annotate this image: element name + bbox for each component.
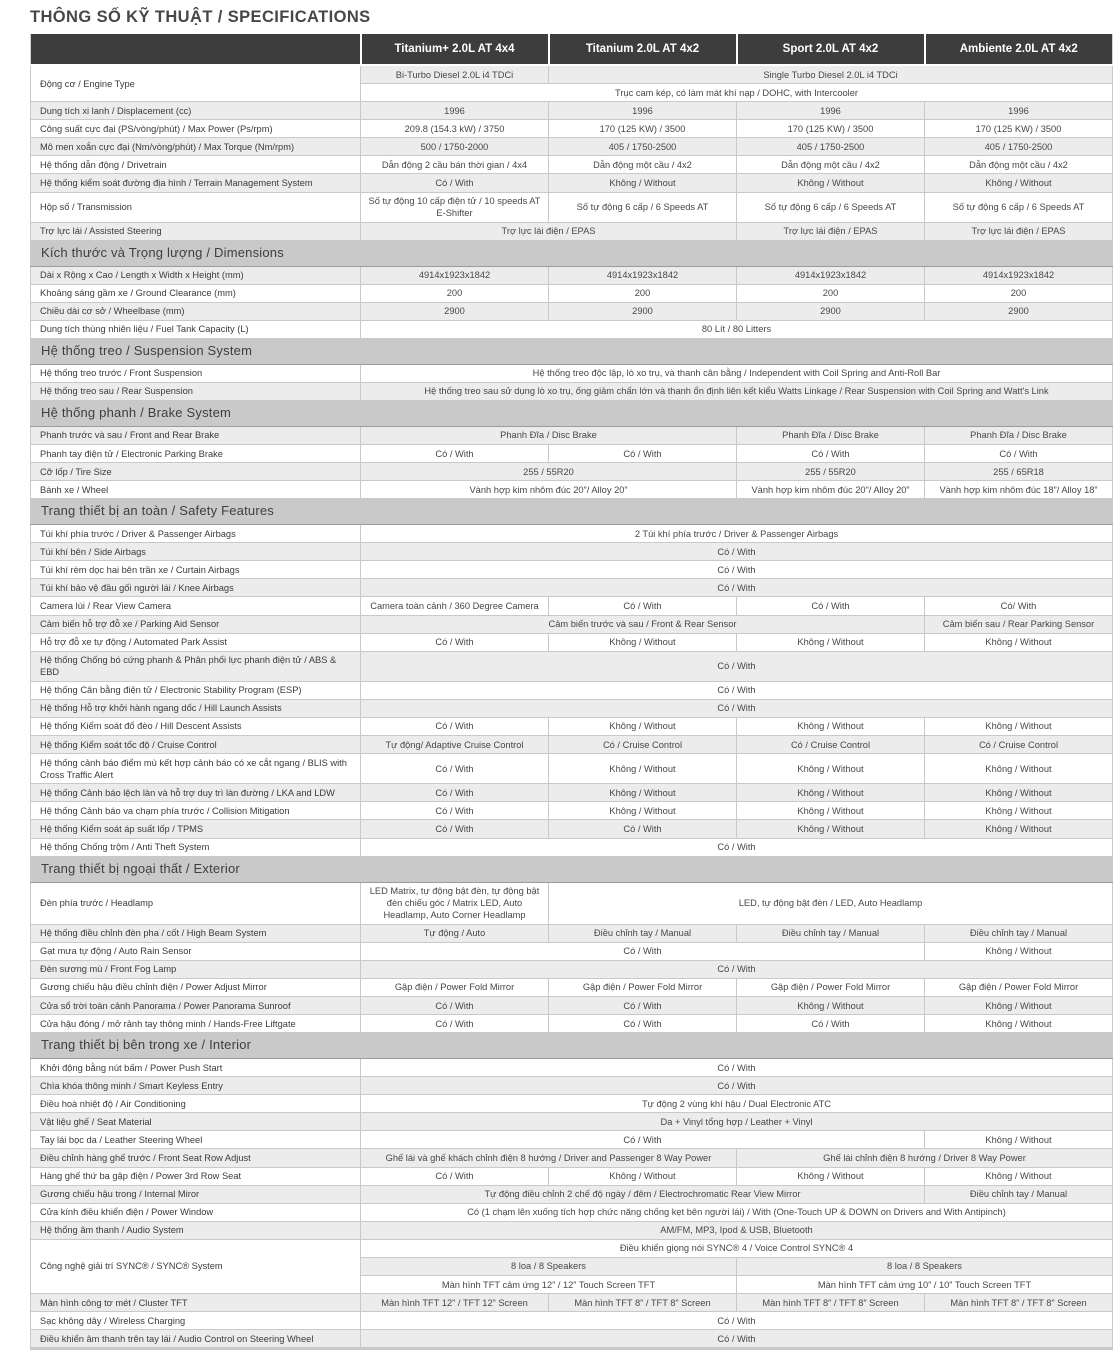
spec-row [31,924,1113,942]
spec-value: Có / With [361,838,1113,856]
spec-value: Không / Without [925,717,1113,735]
spec-label: Vật liệu ghế / Seat Material [31,1113,361,1131]
spec-value: Single Turbo Diesel 2.0L i4 TDCi [549,65,1113,84]
spec-label: Phanh trước và sau / Front and Rear Brake [31,426,361,444]
spec-label: Dung tích thùng nhiên liệu / Fuel Tank Capacity (L) [31,320,361,338]
spec-label: Hệ thống kiểm soát đường địa hình / Terrain Management System [31,174,361,192]
spec-row [31,156,1113,174]
spec-label: Màn hình công tơ mét / Cluster TFT [31,1294,361,1312]
spec-value: Màn hình TFT 8” / TFT 8” Screen [549,1294,737,1312]
spec-value: Có / With [361,1015,549,1033]
spec-row [31,120,1113,138]
spec-label: Hỗ trợ đỗ xe tự động / Automated Park Assist [31,633,361,651]
spec-label: Công suất cực đại (PS/vòng/phút) / Max Power (Ps/rpm) [31,120,361,138]
spec-value: Màn hình TFT cảm ứng 10” / 10” Touch Screen TFT [737,1276,1113,1294]
spec-value: Không / Without [737,633,925,651]
spec-label: Gương chiếu hậu trong / Internal Miror [31,1185,361,1203]
spec-value: 200 [737,284,925,302]
section-title: Trang thiết bị an toàn / Safety Features [31,499,1113,525]
spec-value: 500 / 1750-2000 [361,138,549,156]
spec-value: Có / Cruise Control [549,736,737,754]
spec-row [31,978,1113,996]
spec-value: Không / Without [737,1167,925,1185]
spec-value: Không / Without [925,1131,1113,1149]
spec-row [31,102,1113,120]
page-title: THÔNG SỐ KỸ THUẬT / SPECIFICATIONS [30,8,371,26]
spec-value: Dẫn động một cầu / 4x2 [737,156,925,174]
spec-row [31,1059,1113,1077]
spec-label: Hệ thống dẫn động / Drivetrain [31,156,361,174]
spec-value: Cảm biến sau / Rear Parking Sensor [925,615,1113,633]
spec-row [31,481,1113,499]
spec-value: Màn hình TFT 12” / TFT 12” Screen [361,1294,549,1312]
section-row [31,338,1113,364]
column-header: Titanium+ 2.0L AT 4x4 [361,34,549,65]
spec-label: Cửa hậu đóng / mở rảnh tay thông minh / Hands-Free Liftgate [31,1015,361,1033]
spec-row [31,463,1113,481]
spec-value: Dẫn động 2 cầu bán thời gian / 4x4 [361,156,549,174]
spec-value: 170 (125 KW) / 3500 [549,120,737,138]
spec-label: Tay lái bọc da / Leather Steering Wheel [31,1131,361,1149]
spec-label: Cửa sổ trời toàn cảnh Panorama / Power Panorama Sunroof [31,997,361,1015]
spec-row [31,320,1113,338]
spec-value: 200 [361,284,549,302]
spec-row [31,802,1113,820]
column-header-row [31,34,1113,65]
spec-value: Có / With [361,699,1113,717]
spec-row [31,838,1113,856]
spec-label: Hệ thống cảnh báo điểm mù kết hợp cảnh báo có xe cắt ngang / BLIS with Cross Traffic Alert [31,754,361,784]
spec-value: Không / Without [737,802,925,820]
spec-value: Không / Without [925,802,1113,820]
spec-value: Gập điện / Power Fold Mirror [925,978,1113,996]
spec-value: Không / Without [737,784,925,802]
spec-value: Số tự động 6 cấp / 6 Speeds AT [737,192,925,222]
spec-value: AM/FM, MP3, Ipod & USB, Bluetooth [361,1221,1113,1239]
spec-value: Có / With [737,1015,925,1033]
spec-value: Có / With [549,597,737,615]
spec-value: Hệ thống treo độc lập, lò xo trụ, và thanh cân bằng / Independent with Coil Spring and Anti-Roll Bar [361,364,1113,382]
spec-label: Khởi động bằng nút bấm / Power Push Start [31,1059,361,1077]
spec-label: Gương chiếu hậu điều chỉnh điện / Power Adjust Mirror [31,978,361,996]
spec-value: Có / With [361,681,1113,699]
spec-label: Hệ thống Cân bằng điện tử / Electronic Stability Program (ESP) [31,681,361,699]
spec-value: 1996 [549,102,737,120]
spec-value: Không / Without [925,1015,1113,1033]
spec-label: Cảm biến hỗ trợ đỗ xe / Parking Aid Sensor [31,615,361,633]
spec-label: Điều hoà nhiệt độ / Air Conditioning [31,1095,361,1113]
spec-value: Gập điện / Power Fold Mirror [549,978,737,996]
spec-label: Hệ thống Kiểm soát áp suất lốp / TPMS [31,820,361,838]
section-row [31,401,1113,427]
spec-label: Động cơ / Engine Type [31,65,361,102]
spec-row [31,138,1113,156]
spec-row [31,525,1113,543]
spec-row [31,960,1113,978]
spec-value: Phanh Đĩa / Disc Brake [737,426,925,444]
spec-label: Chiều dài cơ sở / Wheelbase (mm) [31,302,361,320]
spec-value: Da + Vinyl tổng hợp / Leather + Vinyl [361,1113,1113,1131]
spec-value: 255 / 55R20 [361,463,737,481]
spec-value: Không / Without [925,820,1113,838]
spec-value: Có / With [361,1167,549,1185]
section-title: Kích thước và Trọng lượng / Dimensions [31,240,1113,266]
spec-value: 8 loa / 8 Speakers [737,1257,1113,1275]
spec-label: Gạt mưa tự động / Auto Rain Sensor [31,942,361,960]
spec-value: 170 (125 KW) / 3500 [737,120,925,138]
spec-value: Có / Cruise Control [737,736,925,754]
spec-label: Hệ thống Kiểm soát đổ đèo / Hill Descent Assists [31,717,361,735]
spec-value: Không / Without [549,174,737,192]
spec-value: Có / With [361,802,549,820]
spec-label: Hệ thống Chống trộm / Anti Theft System [31,838,361,856]
spec-value: 1996 [925,102,1113,120]
spec-value: 2900 [549,302,737,320]
spec-row [31,754,1113,784]
section-row [31,240,1113,266]
spec-value: Có / With [361,1077,1113,1095]
spec-value: Điều chỉnh tay / Manual [925,1185,1113,1203]
spec-value: Bi-Turbo Diesel 2.0L i4 TDCi [361,65,549,84]
spec-value: 4914x1923x1842 [737,266,925,284]
spec-row [31,681,1113,699]
spec-value: Không / Without [737,754,925,784]
spec-value: Trợ lực lái điện / EPAS [361,222,737,240]
spec-row [31,382,1113,400]
spec-row [31,579,1113,597]
spec-value: Không / Without [925,784,1113,802]
spec-value: 200 [549,284,737,302]
spec-label: Hàng ghế thứ ba gập điện / Power 3rd Row Seat [31,1167,361,1185]
spec-label: Trợ lực lái / Assisted Steering [31,222,361,240]
spec-value: 170 (125 KW) / 3500 [925,120,1113,138]
spec-label: Phanh tay điện tử / Electronic Parking Brake [31,445,361,463]
spec-value: Có / With [361,754,549,784]
spec-value: Vành hợp kim nhôm đúc 20”/ Alloy 20” [737,481,925,499]
spec-label: Mô men xoắn cực đại (Nm/vòng/phút) / Max Torque (Nm/rpm) [31,138,361,156]
spec-value: Có / With [361,717,549,735]
spec-value: Có (1 chạm lên xuống tích hợp chức năng chống kẹt bên người lái) / With (One-Touch UP & DOWN on Drivers and With Antipinch) [361,1203,1113,1221]
spec-label: Túi khí bảo vệ đầu gối người lái / Knee Airbags [31,579,361,597]
spec-row [31,997,1113,1015]
spec-value: Không / Without [737,717,925,735]
spec-value: Có / With [549,820,737,838]
spec-value: Có / With [737,597,925,615]
spec-row [31,651,1113,681]
column-header-empty [31,34,361,65]
spec-value: 209.8 (154.3 kW) / 3750 [361,120,549,138]
spec-value: Có / With [549,1015,737,1033]
spec-value: Không / Without [549,717,737,735]
spec-value: Không / Without [925,942,1113,960]
spec-value: Có / With [361,561,1113,579]
spec-value: 405 / 1750-2500 [737,138,925,156]
spec-row [31,942,1113,960]
spec-value: 4914x1923x1842 [925,266,1113,284]
spec-label: Hệ thống điều chỉnh đèn pha / cốt / High Beam System [31,924,361,942]
spec-value: Ghế lái chỉnh điện 8 hướng / Driver 8 Way Power [737,1149,1113,1167]
column-header: Ambiente 2.0L AT 4x2 [925,34,1113,65]
spec-value: Trợ lực lái điện / EPAS [925,222,1113,240]
spec-value: Điều chỉnh tay / Manual [549,924,737,942]
spec-value: Không / Without [925,997,1113,1015]
spec-value: Có / With [361,174,549,192]
spec-value: Không / Without [925,754,1113,784]
spec-value: Số tự động 6 cấp / 6 Speeds AT [925,192,1113,222]
spec-label: Hệ thống âm thanh / Audio System [31,1221,361,1239]
spec-row [31,543,1113,561]
spec-value: Không / Without [549,784,737,802]
spec-row [31,597,1113,615]
spec-label: Cỡ lốp / Tire Size [31,463,361,481]
spec-value: Có / With [361,579,1113,597]
spec-label: Đèn sương mù / Front Fog Lamp [31,960,361,978]
spec-value: 2900 [737,302,925,320]
spec-row [31,266,1113,284]
spec-row [31,222,1113,240]
spec-row [31,426,1113,444]
spec-row [31,717,1113,735]
spec-row [31,1131,1113,1149]
spec-row [31,445,1113,463]
spec-label: Đèn phía trước / Headlamp [31,882,361,924]
spec-value: Không / Without [737,174,925,192]
spec-value: Vành hợp kim nhôm đúc 18”/ Alloy 18” [925,481,1113,499]
spec-value: LED, tự động bật đèn / LED, Auto Headlamp [549,882,1113,924]
spec-row [31,1095,1113,1113]
spec-value: 255 / 55R20 [737,463,925,481]
spec-value: Không / Without [925,1167,1113,1185]
spec-row [31,1330,1113,1349]
spec-value: Màn hình TFT cảm ứng 12” / 12” Touch Screen TFT [361,1276,737,1294]
spec-label: Sạc không dây / Wireless Charging [31,1312,361,1330]
spec-row [31,1185,1113,1203]
spec-value: Tự động / Auto [361,924,549,942]
spec-label: Hệ thống Cảnh báo va chạm phía trước / Collision Mitigation [31,802,361,820]
spec-value: Số tự động 6 cấp / 6 Speeds AT [549,192,737,222]
spec-value: Có / With [549,445,737,463]
spec-label: Camera lùi / Rear View Camera [31,597,361,615]
spec-value: 200 [925,284,1113,302]
spec-row [31,1312,1113,1330]
section-title: Trang thiết bị ngoại thất / Exterior [31,856,1113,882]
spec-row [31,1167,1113,1185]
spec-value: 1996 [361,102,549,120]
spec-label: Túi khí phía trước / Driver & Passenger Airbags [31,525,361,543]
spec-label: Chìa khóa thông minh / Smart Keyless Entry [31,1077,361,1095]
spec-value: Không / Without [549,754,737,784]
spec-label: Điều khiển âm thanh trên tay lái / Audio Control on Steering Wheel [31,1330,361,1349]
spec-value: Không / Without [549,802,737,820]
spec-value: 80 Lít / 80 Litters [361,320,1113,338]
spec-value: 405 / 1750-2500 [549,138,737,156]
spec-label: Dài x Rộng x Cao / Length x Width x Height (mm) [31,266,361,284]
section-title: Hệ thống treo / Suspension System [31,338,1113,364]
spec-value: 8 loa / 8 Speakers [361,1257,737,1275]
spec-value: 1996 [737,102,925,120]
spec-row [31,633,1113,651]
spec-value: 405 / 1750-2500 [925,138,1113,156]
spec-label: Hệ thống treo sau / Rear Suspension [31,382,361,400]
spec-label: Dung tích xi lanh / Displacement (cc) [31,102,361,120]
spec-row [31,1077,1113,1095]
spec-value: Vành hợp kim nhôm đúc 20”/ Alloy 20” [361,481,737,499]
spec-value: Không / Without [737,820,925,838]
spec-label: Hệ thống Cảnh báo lệch làn và hỗ trợ duy trì làn đường / LKA and LDW [31,784,361,802]
specifications-table [30,34,1113,1350]
spec-row [31,1203,1113,1221]
spec-value: 4914x1923x1842 [361,266,549,284]
spec-value: Có / With [737,445,925,463]
spec-label: Công nghệ giải trí SYNC® / SYNC® System [31,1239,361,1293]
spec-label: Điều chỉnh hàng ghế trước / Front Seat Row Adjust [31,1149,361,1167]
spec-row [31,1149,1113,1167]
spec-value: Trợ lực lái điện / EPAS [737,222,925,240]
spec-row [31,302,1113,320]
spec-label: Bánh xe / Wheel [31,481,361,499]
spec-value: 255 / 65R18 [925,463,1113,481]
spec-value: Dẫn động một cầu / 4x2 [925,156,1113,174]
spec-row [31,364,1113,382]
spec-value: 2900 [925,302,1113,320]
spec-value: Màn hình TFT 8” / TFT 8” Screen [925,1294,1113,1312]
spec-label: Hệ thống Hỗ trợ khởi hành ngang dốc / Hill Launch Assists [31,699,361,717]
spec-value: Có/ With [925,597,1113,615]
spec-value: Có / With [361,997,549,1015]
section-row [31,856,1113,882]
spec-value: Điều chỉnh tay / Manual [737,924,925,942]
spec-value: Có / With [361,1312,1113,1330]
spec-value: Có / With [361,1059,1113,1077]
spec-value: 4914x1923x1842 [549,266,737,284]
section-title: Trang thiết bị bên trong xe / Interior [31,1033,1113,1059]
spec-value: Có / With [925,445,1113,463]
spec-value: Có / With [361,960,1113,978]
spec-value: Gập điện / Power Fold Mirror [361,978,549,996]
spec-value: Không / Without [549,633,737,651]
spec-row [31,284,1113,302]
spec-value: Tự động 2 vùng khí hậu / Dual Electronic ATC [361,1095,1113,1113]
section-title: Hệ thống phanh / Brake System [31,401,1113,427]
spec-row [31,174,1113,192]
spec-row [31,699,1113,717]
spec-value: Cảm biến trước và sau / Front & Rear Sensor [361,615,925,633]
spec-value: Hệ thống treo sau sử dụng lò xo trụ, ống giảm chấn lớn và thanh ổn định liên kết kiểu Watts Linkage / Rear Suspension with Coil Spring and Watt's Link [361,382,1113,400]
spec-value: Dẫn động một cầu / 4x2 [549,156,737,174]
spec-row [31,615,1113,633]
section-row [31,499,1113,525]
spec-row [31,65,1113,84]
column-header: Sport 2.0L AT 4x2 [737,34,925,65]
spec-label: Hộp số / Transmission [31,192,361,222]
spec-value: Màn hình TFT 8” / TFT 8” Screen [737,1294,925,1312]
spec-value: Điều khiển giọng nói SYNC® 4 / Voice Control SYNC® 4 [361,1239,1113,1257]
spec-value: Có / With [361,784,549,802]
spec-label: Hệ thống Chống bó cứng phanh & Phân phối lực phanh điện tử / ABS & EBD [31,651,361,681]
spec-value: LED Matrix, tự động bật đèn, tự động bật đèn chiếu góc / Matrix LED, Auto Headlamp, Auto Corner Headlamp [361,882,549,924]
spec-label: Túi khí rèm dọc hai bên trần xe / Curtain Airbags [31,561,361,579]
column-header: Titanium 2.0L AT 4x2 [549,34,737,65]
spec-row [31,1239,1113,1257]
spec-row [31,784,1113,802]
section-row [31,1033,1113,1059]
spec-label: Hệ thống treo trước / Front Suspension [31,364,361,382]
spec-value: Camera toàn cảnh / 360 Degree Camera [361,597,549,615]
spec-value: Có / With [361,820,549,838]
spec-row [31,1015,1113,1033]
spec-value: Không / Without [925,633,1113,651]
spec-label: Túi khí bên / Side Airbags [31,543,361,561]
spec-value: Có / With [361,633,549,651]
spec-value: Có / With [549,997,737,1015]
spec-value: 2900 [361,302,549,320]
spec-value: Không / Without [549,1167,737,1185]
spec-value: Có / With [361,543,1113,561]
spec-value: Có / With [361,651,1113,681]
spec-value: Có / With [361,445,549,463]
spec-value: Không / Without [737,997,925,1015]
spec-value: Có / With [361,942,925,960]
spec-value: Số tự động 10 cấp điện tử / 10 speeds AT E-Shifter [361,192,549,222]
spec-value: Phanh Đĩa / Disc Brake [925,426,1113,444]
spec-label: Khoảng sáng gầm xe / Ground Clearance (mm) [31,284,361,302]
spec-row [31,1294,1113,1312]
spec-value: Có / With [361,1131,925,1149]
spec-row [31,192,1113,222]
spec-row [31,1113,1113,1131]
spec-label: Cửa kính điều khiển điện / Power Window [31,1203,361,1221]
spec-value: Không / Without [925,174,1113,192]
spec-value: Tự động/ Adaptive Cruise Control [361,736,549,754]
spec-row [31,561,1113,579]
spec-value: Tự động điều chỉnh 2 chế độ ngày / đêm / Electrochromatic Rear View Mirror [361,1185,925,1203]
spec-value: 2 Túi khí phía trước / Driver & Passenger Airbags [361,525,1113,543]
spec-label: Hệ thống Kiểm soát tốc độ / Cruise Control [31,736,361,754]
spec-value: Điều chỉnh tay / Manual [925,924,1113,942]
spec-value: Có / Cruise Control [925,736,1113,754]
spec-value: Trục cam kép, có làm mát khí nạp / DOHC, with Intercooler [361,84,1113,102]
spec-value: Ghế lái và ghế khách chỉnh điện 8 hướng / Driver and Passenger 8 Way Power [361,1149,737,1167]
spec-row [31,1221,1113,1239]
spec-row [31,882,1113,924]
spec-row [31,820,1113,838]
spec-value: Phanh Đĩa / Disc Brake [361,426,737,444]
spec-row [31,736,1113,754]
spec-value: Gập điện / Power Fold Mirror [737,978,925,996]
spec-value: Có / With [361,1330,1113,1349]
